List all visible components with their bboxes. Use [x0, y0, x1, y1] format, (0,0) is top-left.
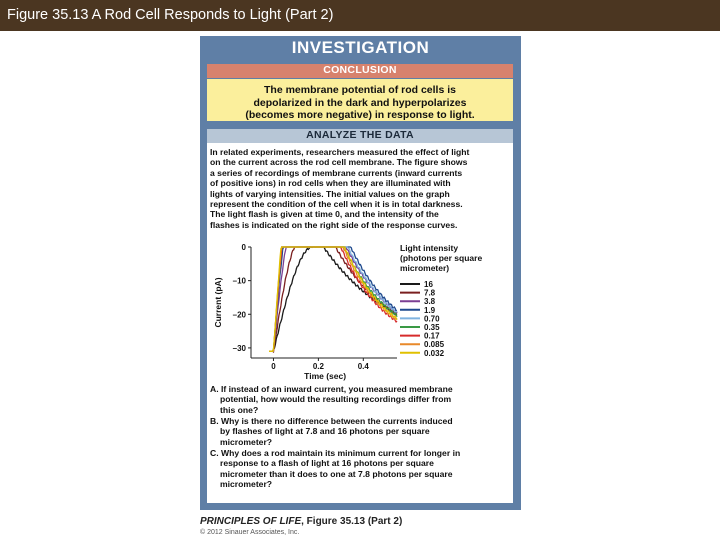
header-bar [0, 0, 720, 31]
conclusion-label: CONCLUSION [207, 64, 513, 78]
legend-label: 3.8 [424, 297, 436, 307]
page-title: Figure 35.13 A Rod Cell Responds to Light (Part 2) [7, 7, 334, 23]
x-tick-label: 0 [271, 362, 276, 371]
question-c-line: C. Why does a rod maintain its minimum current for longer in [210, 448, 461, 458]
intro-text [210, 147, 512, 230]
intro-line: on the current across the rod cell membrane. The figure shows [210, 157, 468, 168]
question-c-line: response to a flash of light at 16 photons per square [220, 458, 434, 469]
legend-label: 0.35 [424, 323, 440, 332]
intro-line: a series of recordings of membrane currents (inward currents [210, 167, 463, 178]
current-chart [207, 241, 513, 381]
series-line-7.8 [269, 247, 397, 352]
analyze-content [207, 143, 513, 503]
conclusion-line: depolarized in the dark and hyperpolarizes [253, 96, 467, 109]
question-c [210, 448, 512, 490]
question-b-line: micrometer? [220, 436, 273, 447]
conclusion-box [207, 79, 513, 121]
legend-title: micrometer) [400, 263, 450, 273]
legend-label: 0.17 [424, 331, 440, 341]
question-b-line: B. Why is there no difference between the currents induced [210, 416, 453, 426]
question-a-line: this one? [220, 404, 259, 415]
y-tick-label: –10 [232, 276, 246, 286]
question-b-line: by flashes of light at 7.8 and 16 photons per square [220, 426, 430, 437]
legend-label: 16 [424, 280, 433, 289]
legend-label: 0.70 [424, 314, 440, 324]
conclusion-line: The membrane potential of rod cells is [264, 84, 456, 96]
conclusion-line: (becomes more negative) in response to light. [245, 109, 475, 121]
figure-credit [200, 516, 402, 527]
legend-title: Light intensity [400, 243, 459, 253]
analyze-label: ANALYZE THE DATA [207, 129, 513, 143]
intro-line: represent the condition of the cell when it is in total darkness. [210, 199, 463, 210]
chart-series [269, 247, 397, 352]
legend-label: 1.9 [424, 305, 436, 315]
question-c-line: micrometer? [220, 479, 273, 490]
question-c-line: micrometer than it does to one at 7.8 photons per square [220, 468, 453, 479]
x-tick-label: 0.4 [357, 362, 369, 371]
chart-legend [400, 243, 482, 358]
question-b [210, 416, 512, 447]
legend-label: 7.8 [424, 288, 436, 298]
x-tick-label: 0.2 [312, 362, 324, 371]
intro-line: lights of varying intensities. The initial values on the graph [210, 188, 450, 199]
intro-line: of positive ions) in rod cells when they are illuminated with [210, 178, 451, 189]
y-tick-label: –30 [232, 343, 246, 353]
y-tick-label: –20 [232, 310, 246, 320]
legend-label: 0.085 [424, 340, 445, 350]
series-line-0.35 [269, 247, 397, 351]
panel-title: INVESTIGATION [291, 38, 430, 57]
question-a-line: A. If instead of an inward current, you measured membrane [210, 384, 453, 394]
legend-label: 0.032 [424, 348, 445, 358]
intro-line: The light flash is given at time 0, and the intensity of the [210, 209, 439, 220]
chart-axes [213, 243, 397, 381]
intro-line: In related experiments, researchers measured the effect of light [210, 147, 470, 157]
y-tick-label: 0 [241, 243, 246, 252]
investigation-panel [200, 36, 521, 510]
question-a [210, 384, 512, 415]
y-axis-label: Current (pA) [213, 277, 223, 328]
x-axis-label: Time (sec) [304, 371, 347, 381]
intro-line: flashes is indicated on the right side of the response curves. [210, 219, 458, 230]
figure-reference: , Figure 35.13 (Part 2) [301, 516, 403, 527]
legend-title: (photons per square [400, 253, 483, 263]
copyright: © 2012 Sinauer Associates, Inc. [200, 529, 300, 536]
book-title: PRINCIPLES OF LIFE [200, 516, 302, 527]
question-a-line: potential, how would the resulting recordings differ from [220, 394, 452, 405]
